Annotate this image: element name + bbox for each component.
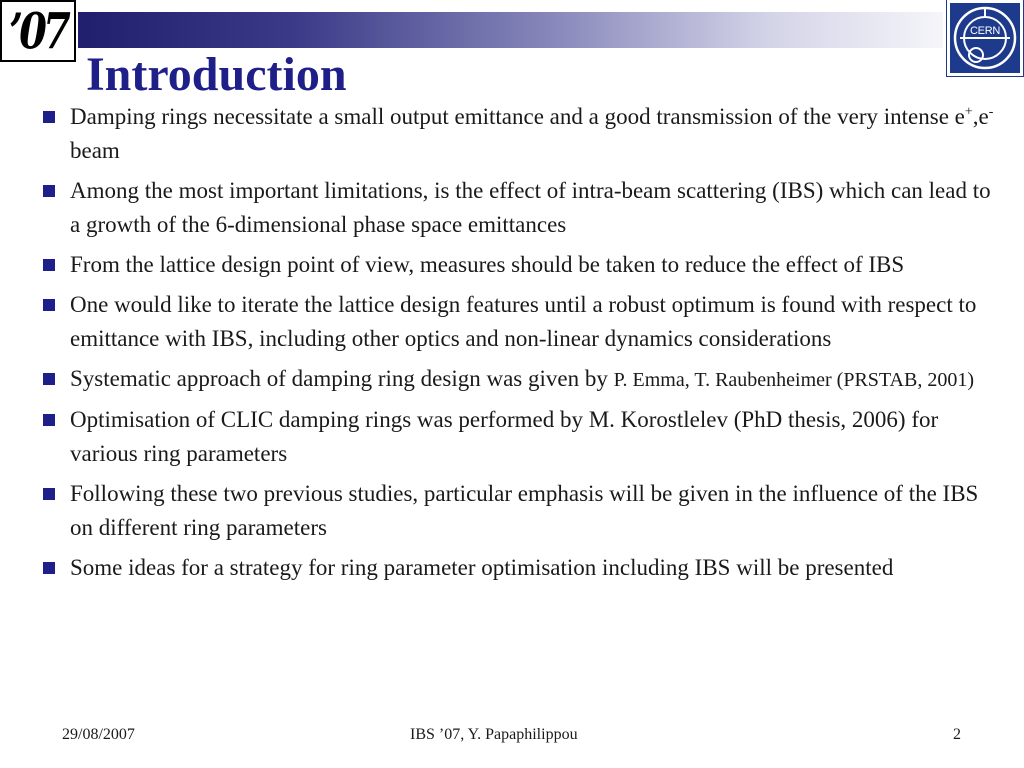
footer-date: 29/08/2007 [62,726,135,743]
square-bullet-icon [43,373,55,385]
bullet-text: Optimisation of CLIC damping rings was performed by M. Korostlelev (PhD thesis, 2006) for various ring parameters [70,407,939,466]
bullet-text: Damping rings necessitate a small output emittance and a good transmission of the very intense e [70,104,965,129]
bullet-text: One would like to iterate the lattice design features until a robust optimum is found with respect to emittance with IBS, including other optics and non-linear dynamics considerations [70,292,977,351]
square-bullet-icon [43,562,55,574]
page-number: 2 [953,726,961,743]
bullet-text: Systematic approach of damping ring design was given by [70,366,614,391]
bullet-item [40,288,998,356]
bullet-text: Following these two previous studies, particular emphasis will be given in the influence of the IBS on different ring parameters [70,481,979,540]
bullet-item [40,100,998,168]
footer-author: IBS ’07, Y. Papaphilippou [410,726,578,743]
superscript-plus: + [964,104,973,120]
cern-logo-label: CERN [970,25,1000,37]
bullet-item [40,248,998,282]
square-bullet-icon [43,111,55,123]
bullet-item [40,362,998,397]
square-bullet-icon [43,185,55,197]
bullet-item [40,477,998,545]
bullet-text-end: beam [70,138,120,163]
bullet-text: Some ideas for a strategy for ring parameter optimisation including IBS will be presented [70,555,894,580]
square-bullet-icon [43,488,55,500]
header-gradient-bar [78,12,943,48]
bullet-text: From the lattice design point of view, measures should be taken to reduce the effect of IBS [70,252,905,277]
ibs07-logo [0,0,76,62]
bullet-text: Among the most important limitations, is the effect of intra-beam scattering (IBS) which can lead to a growth of the 6-dimensional phase space emittances [70,178,991,237]
slide-title: Introduction [86,48,347,101]
bullet-list [40,100,998,591]
square-bullet-icon [43,259,55,271]
cern-emblem-icon [950,3,1020,73]
bullet-text-cont: ,e [972,104,989,129]
cern-logo [947,0,1023,76]
square-bullet-icon [43,299,55,311]
square-bullet-icon [43,414,55,426]
bullet-item [40,174,998,242]
bullet-item [40,403,998,471]
ibs07-logo-text: ’07 [9,1,67,61]
reference-citation: P. Emma, T. Raubenheimer (PRSTAB, 2001) [613,369,974,391]
bullet-item [40,551,998,585]
superscript-minus: - [988,104,994,120]
